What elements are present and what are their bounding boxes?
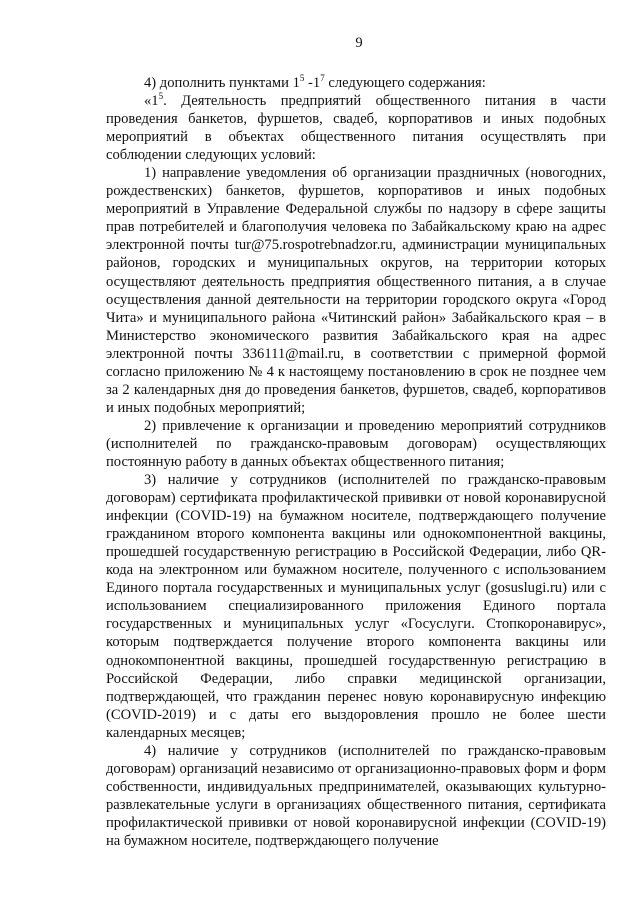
item4-prefix: 4) дополнить пунктами 1 (144, 75, 300, 91)
item15-open: «1 (144, 93, 159, 110)
item15-sup: 5 (158, 91, 164, 102)
condition-2-paragraph: 2) привлечение к организации и проведению мероприятий сотрудников (исполнителей по гражданско-правовым договорам) осуществляющих постоянную работу в данных объектах общественного питания; (106, 417, 606, 470)
condition-1-paragraph: 1) направление уведомления об организации праздничных (новогодних, рождественских) банкетов, фуршетов, корпоративов и иных подобных мероприятий в Управление Федеральной службы по надзору в сфере защиты прав потребителей и благополучия человека по Забайкальскому краю на адрес электронной почты tur@75.rospotrebnadzor.ru, администрации муниципальных районов, городских и муниципальных округов, на территории которых осуществляют деятельность предприятия общественного питания, а в случае осуществления данной деятельности на территории городского округа «Город Чита» и муниципального района «Читинский район» Забайкальского края – в Министерство экономического развития Забайкальского края на адрес электронной почты 336111@mail.ru, в соответствии с примерной формой согласно приложению № 4 к настоящему постановлению в срок не позднее чем за 2 календарных дня до проведения банкетов, фуршетов, свадеб, корпоративов и иных подобных мероприятий; (106, 165, 606, 416)
item4-sup2: 7 (320, 73, 325, 84)
condition-3-paragraph: 3) наличие у сотрудников (исполнителей по гражданско-правовым договорам) сертификата профилактической прививки от новой коронавирусной инфекции (COVID-19) на бумажном носителе, подтверждающего получение гражданином второго компонента вакцины или однокомпонентной вакцины, прошедшей государственную регистрацию в Российской Федерации, либо QR-кода на электронном или бумажном носителе, полученного с использованием Единого портала государственных и муниципальных услуг (gosuslugi.ru) или с использованием специализированного приложения Единого портала государственных и муниципальных услуг «Госуслуги. Стопкоронавирус», которым подтверждается получение второго компонента вакцины или однокомпонентной вакцины, прошедшей государственную регистрацию в Российской Федерации, либо справки медицинской организации, подтверждающей, что гражданин перенес новую коронавирусную инфекцию (COVID-2019) и с даты его выздоровления прошло не более шести календарных месяцев; (106, 472, 606, 741)
item15-paragraph (106, 92, 606, 164)
condition-4-paragraph: 4) наличие у сотрудников (исполнителей по гражданско-правовым договорам) организаций независимо от организационно-правовых форм и форм собственности, индивидуальных предпринимателей, оказывающих культурно-развлекательные услуги в организациях общественного питания, сертификата профилактической прививки от новой коронавирусной инфекции (COVID-19) на бумажном носителе, подтверждающего получение (106, 742, 606, 849)
page-number: 9 (355, 35, 363, 51)
item4-paragraph (106, 74, 606, 92)
item4-sup1: 5 (299, 73, 305, 84)
item4-suffix: следующего содержания: (324, 75, 486, 91)
item15-text: . Деятельность предприятий общественного питания в части проведения банкетов, фуршетов, свадеб, корпоративов и иных подобных мероприятий в объектах общественного питания осуществлять при соблюдении следующих условий: (106, 93, 606, 164)
item4-mid: -1 (304, 75, 321, 91)
